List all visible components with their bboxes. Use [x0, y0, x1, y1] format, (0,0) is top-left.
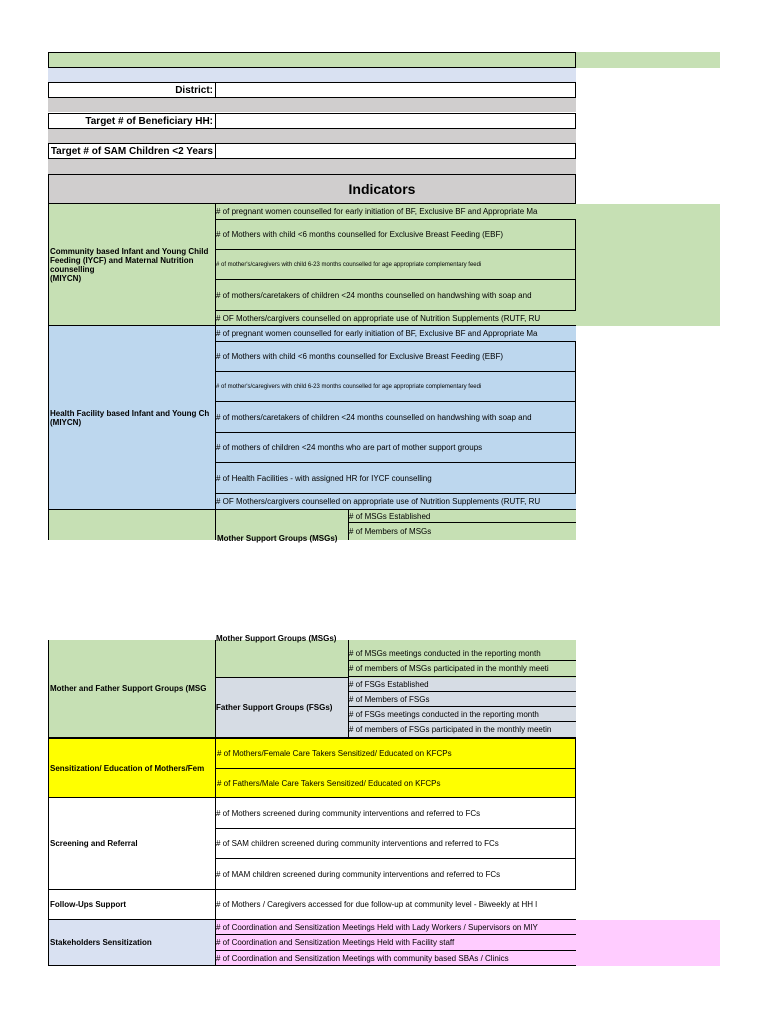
indicator-row: # of SAM children screened during community interventions and referred to FCs: [215, 829, 576, 859]
indicator-row: # of Mothers with child <6 months counselled for Exclusive Breast Feeding (EBF): [215, 220, 576, 250]
target-hh-label: Target # of Beneficiary HH:: [48, 113, 216, 129]
indicator-row: # of pregnant women counselled for early initiation of BF, Exclusive BF and Appropriate Ma: [215, 326, 576, 342]
facility-category: Health Facility based Infant and Young Ch (MIYCN): [48, 326, 216, 510]
indicator-row: # of Mothers/Female Care Takers Sensitized/ Educated on KFCPs: [215, 738, 576, 769]
indicator-row: # of MSGs Established: [348, 510, 576, 523]
indicator-row: # of Members of MSGs: [349, 527, 432, 536]
stripe: [48, 68, 576, 82]
indicator-row: # of Health Facilities - with assigned HR for IYCF counselling: [215, 463, 576, 494]
target-sam-field[interactable]: [215, 143, 576, 159]
indicator-row: # of Fathers/Male Care Takers Sensitized/ Educated on KFCPs: [215, 768, 576, 798]
indicator-row: # of members of MSGs participated in the monthly meeti: [348, 661, 576, 677]
indicator-row: # of mothers/caretakers of children <24 months counselled on handwshing with soap and: [215, 280, 576, 311]
target-hh-field[interactable]: [215, 113, 576, 129]
district-field[interactable]: [215, 82, 576, 98]
indicator-row: # OF Mothers/cargivers counselled on appropriate use of Nutrition Supplements (RUTF, RU: [215, 494, 576, 510]
indicator-row: # of Members of FSGs: [348, 692, 576, 707]
msg-subcategory-label: Mother Support Groups (MSGs): [216, 634, 337, 643]
indicator-row: # of MSGs meetings conducted in the reporting month: [348, 646, 576, 661]
cell-border: [48, 510, 49, 540]
indicator-row: # of mother's/caregivers with child 6-23 months counselled for age appropriate complementary feedi: [215, 250, 576, 280]
indicator-row: # of Mothers with child <6 months counselled for Exclusive Breast Feeding (EBF): [215, 342, 576, 372]
stripe: [48, 98, 576, 112]
screening-category: Screening and Referral: [48, 798, 216, 890]
target-sam-label: Target # of SAM Children <2 Years: [48, 143, 216, 159]
indicator-row: # of mother's/caregivers with child 6-23 months counselled for age appropriate complementary feedi: [215, 372, 576, 402]
stripe: [48, 159, 576, 174]
support-groups-category: Mother and Father Support Groups (MSG: [48, 640, 216, 738]
title-band-border: [48, 52, 576, 68]
indicator-row: # of MAM children screened during community interventions and referred to FCs: [215, 859, 576, 890]
indicator-row: # of Coordination and Sensitization Meetings Held with Facility staff: [215, 935, 576, 951]
indicator-row: # of Mothers screened during community interventions and referred to FCs: [215, 798, 576, 829]
indicator-row: # of FSGs Established: [348, 677, 576, 692]
msg-subcategory-label: Mother Support Groups (MSGs): [217, 534, 338, 543]
msg-subcategory-cell: [215, 634, 349, 678]
fsg-subcategory: Father Support Groups (FSGs): [215, 677, 349, 738]
indicator-row: # of mothers/caretakers of children <24 months counselled on handwshing with soap and: [215, 402, 576, 433]
indicator-row: # of mothers of children <24 months who are part of mother support groups: [215, 433, 576, 463]
district-label: District:: [48, 82, 216, 98]
indicator-row: # of Mothers / Caregivers accessed for due follow-up at community level - Biweekly at HH l: [215, 890, 576, 920]
followup-category: Follow-Ups Support: [48, 890, 216, 920]
indicator-row: # of Coordination and Sensitization Meetings with community based SBAs / Clinics: [215, 951, 576, 966]
indicator-row: # OF Mothers/cargivers counselled on appropriate use of Nutrition Supplements (RUTF, RU: [215, 311, 576, 326]
sensitization-category: Sensitization/ Education of Mothers/Fem: [48, 738, 216, 798]
indicator-row: # of Coordination and Sensitization Meetings Held with Lady Workers / Supervisors on MIY: [215, 920, 576, 935]
indicators-header: Indicators: [48, 174, 576, 204]
indicator-row: # of FSGs meetings conducted in the reporting month: [348, 707, 576, 722]
msg-subcategory-cell: [215, 510, 349, 543]
indicator-row: # of members of FSGs participated in the monthly meetin: [348, 722, 576, 738]
indicator-row: # of pregnant women counselled for early initiation of BF, Exclusive BF and Appropriate Ma: [215, 204, 576, 220]
miycn-category: Community based Infant and Young Child Feeding (IYCF) and Maternal Nutrition counselling (MIYCN): [48, 204, 216, 326]
stakeholders-category: Stakeholders Sensitization: [48, 920, 216, 966]
stripe: [48, 129, 576, 143]
